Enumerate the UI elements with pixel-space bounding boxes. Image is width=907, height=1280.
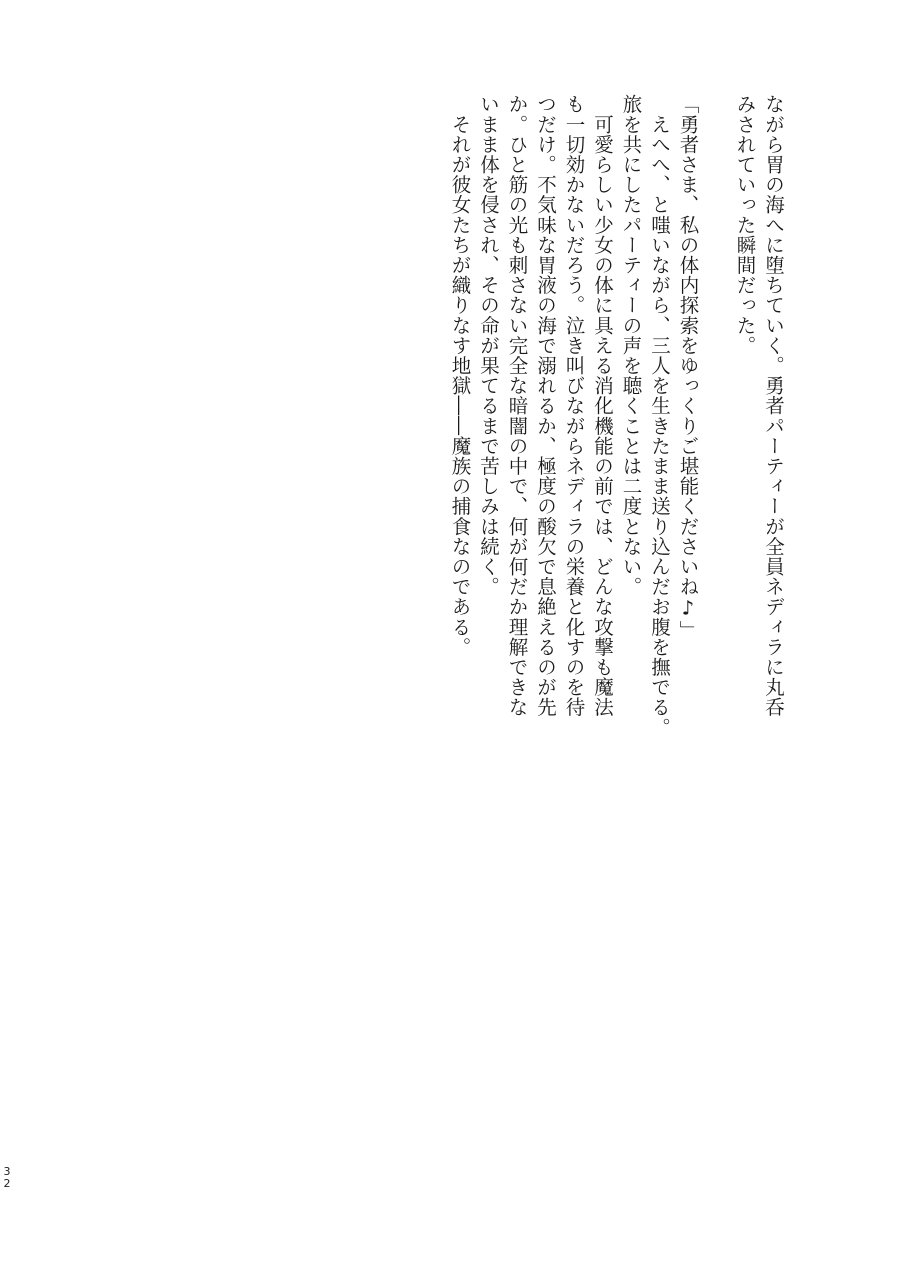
text-line: つだけ。不気味な胃液の海で溺れるか、極度の酸欠で息絶えるのが先 bbox=[534, 94, 557, 718]
page-number: 32 bbox=[3, 1165, 11, 1190]
text-line: それが彼女たちが織りなす地獄――魔族の捕食なのである。 bbox=[448, 94, 472, 657]
text-line: か。ひと筋の光も刺さない完全な暗闇の中で、何が何だか理解できな bbox=[505, 94, 529, 718]
text-line: ながら胃の海へに堕ちていく。勇者パーティーが全員ネディラに丸呑 bbox=[762, 94, 785, 718]
text-line: 「勇者さま、私の体内探索をゆっくりご堪能くださいね♪」 bbox=[676, 94, 700, 641]
text-line: 旅を共にしたパーティーの声を聴くことは二度とない。 bbox=[619, 94, 643, 597]
text-line: いまま体を侵され、その命が果てるまで苦しみは続く。 bbox=[477, 94, 500, 597]
paragraph-gap bbox=[702, 94, 731, 654]
text-line: 可愛らしい少女の体に具える消化機能の前では、どんな攻撃も魔法 bbox=[591, 94, 614, 718]
text-line: も一切効かないだろう。泣き叫びながらネディラの栄養と化すのを待 bbox=[562, 94, 586, 718]
text-line: えへへ、と嗤いながら、三人を生きたまま送り込んだお腹を撫でる。 bbox=[648, 94, 671, 738]
vertical-text-block bbox=[445, 94, 787, 738]
text-line: みされていった瞬間だった。 bbox=[733, 94, 757, 356]
